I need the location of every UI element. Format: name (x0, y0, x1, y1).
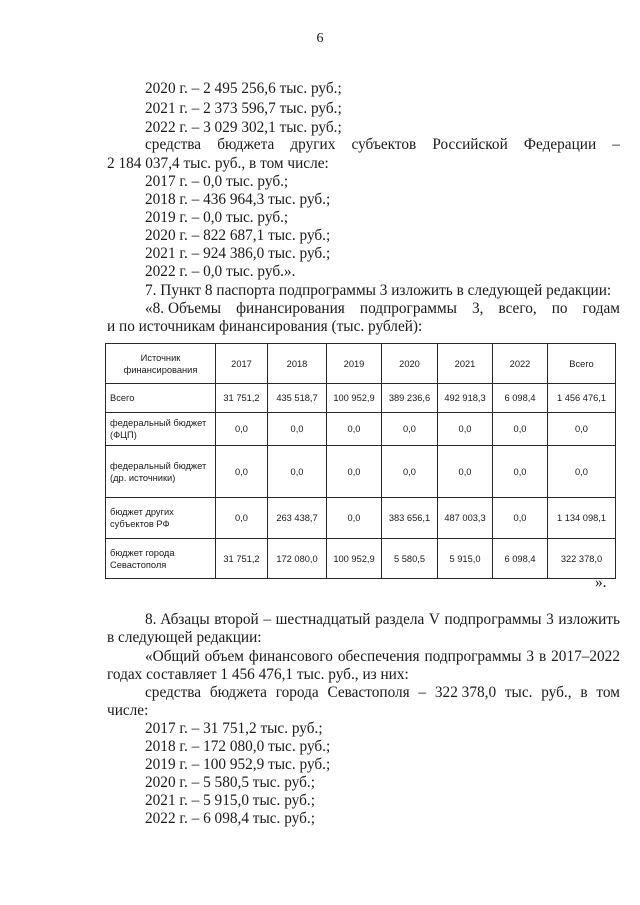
word: V (428, 611, 440, 628)
word: объем (204, 648, 244, 665)
word: 3 (526, 648, 535, 665)
item-7-quote-line (145, 300, 620, 317)
word: 3, (471, 300, 484, 317)
word: «Общий (145, 648, 200, 665)
header-total: Всего (548, 344, 616, 384)
word: города (275, 684, 319, 701)
item-8-heading (145, 611, 620, 628)
cell: 0,0 (268, 446, 327, 498)
cell: 0,0 (382, 413, 438, 446)
table-close-quote: ». (595, 574, 607, 591)
cell: 0,0 (493, 413, 548, 446)
cell: 100 952,9 (327, 384, 382, 413)
header-2018: 2018 (268, 344, 327, 384)
cell: 172 080,0 (268, 539, 327, 579)
text-line: 2021 г. – 924 386,0 тыс. руб.; (145, 245, 331, 262)
word: подпрограммы (424, 648, 522, 665)
text-line: 2021 г. – 5 915,0 тыс. руб.; (145, 792, 315, 809)
cell: 0,0 (268, 413, 327, 446)
word: подпрограммы (444, 611, 542, 628)
text-line: и по источникам финансирования (тыс. рублей): (107, 318, 423, 335)
word: годам (582, 300, 620, 317)
word: Севастополя (327, 684, 410, 701)
cell: 1 134 098,1 (548, 498, 616, 539)
text-line: 2018 г. – 172 080,0 тыс. руб.; (145, 738, 331, 755)
word: руб., (541, 684, 572, 701)
cell: 0,0 (493, 446, 548, 498)
word: в (580, 684, 588, 701)
page-number: 6 (316, 31, 324, 46)
table-row (106, 498, 616, 539)
word: субъектов (351, 136, 417, 153)
word: раздела (375, 611, 425, 628)
cell: 31 751,2 (216, 539, 268, 579)
word: финансового (248, 648, 333, 665)
word: других (290, 136, 336, 153)
cell: 322 378,0 (548, 539, 616, 579)
sevastopol-budget-line (145, 684, 620, 701)
text-line: 2020 г. – 5 580,5 тыс. руб.; (145, 774, 315, 791)
word: тыс. (504, 684, 533, 701)
word: подпрограммы (359, 300, 457, 317)
cell: 383 656,1 (382, 498, 438, 539)
text-line: 2022 г. – 6 098,4 тыс. руб.; (145, 810, 315, 827)
word: 322 378,0 (434, 684, 497, 701)
cell: 0,0 (327, 498, 382, 539)
word: 3 (546, 611, 554, 628)
header-2019: 2019 (327, 344, 382, 384)
table-row (106, 446, 616, 498)
word: финансирования (236, 300, 345, 317)
table-row (106, 384, 616, 413)
cell: 5 915,0 (438, 539, 493, 579)
cell: 100 952,9 (327, 539, 382, 579)
word: шестнадцатый (275, 611, 371, 628)
word: бюджета (209, 684, 267, 701)
word: средства (145, 136, 202, 153)
cell: 389 236,6 (382, 384, 438, 413)
text-line: 2021 г. – 2 373 596,7 тыс. руб.; (145, 100, 342, 117)
cell: 263 438,7 (268, 498, 327, 539)
word: бюджета (217, 136, 275, 153)
word: второй (214, 611, 259, 628)
cell: 6 098,4 (493, 384, 548, 413)
word: обеспечения (337, 648, 420, 665)
text-line: годах составляет 1 456 476,1 тыс. руб., из них: (107, 666, 409, 683)
cell: 0,0 (548, 413, 616, 446)
row-label: Всего (106, 384, 216, 413)
table-row (106, 539, 616, 579)
word: – (612, 136, 620, 153)
word: всего, (498, 300, 537, 317)
text-line: 2020 г. – 2 495 256,6 тыс. руб.; (145, 80, 342, 97)
text-line: 2022 г. – 3 029 302,1 тыс. руб.; (145, 119, 342, 136)
text-line: 2019 г. – 0,0 тыс. руб.; (145, 209, 289, 226)
header-2020: 2020 (382, 344, 438, 384)
cell: 0,0 (548, 446, 616, 498)
word: в (538, 648, 547, 665)
text-line: в следующей редакции: (107, 629, 262, 646)
cell: 0,0 (438, 413, 493, 446)
table-row (106, 413, 616, 446)
word: 2017–2022 (551, 648, 620, 665)
cell: 1 456 476,1 (548, 384, 616, 413)
header-source: Источник финансирования (106, 344, 216, 384)
header-2022: 2022 (493, 344, 548, 384)
regions-budget-line (145, 136, 620, 153)
row-label: бюджет других субъектов РФ (106, 498, 216, 539)
row-label: бюджет города Севастополя (106, 539, 216, 579)
text-line: числе: (107, 702, 149, 719)
header-2017: 2017 (216, 344, 268, 384)
row-label: федеральный бюджет (ФЦП) (106, 413, 216, 446)
quote-line (145, 648, 620, 665)
cell: 31 751,2 (216, 384, 268, 413)
text-line: 2018 г. – 436 964,3 тыс. руб.; (145, 191, 331, 208)
cell: 0,0 (493, 498, 548, 539)
word: том (596, 684, 620, 701)
cell: 487 003,3 (438, 498, 493, 539)
cell: 0,0 (216, 498, 268, 539)
word: изложить (558, 611, 620, 628)
cell: 0,0 (438, 446, 493, 498)
cell: 0,0 (216, 413, 268, 446)
cell: 435 518,7 (268, 384, 327, 413)
word: 8. Абзацы (145, 611, 210, 628)
cell: 5 580,5 (382, 539, 438, 579)
word: Российской (432, 136, 508, 153)
word: – (263, 611, 271, 628)
text-line: 2017 г. – 31 751,2 тыс. руб.; (145, 720, 323, 737)
text-line: 2017 г. – 0,0 тыс. руб.; (145, 173, 289, 190)
financing-table (105, 343, 615, 579)
word: – (418, 684, 427, 701)
header-2021: 2021 (438, 344, 493, 384)
text-line: 2022 г. – 0,0 тыс. руб.». (145, 263, 296, 280)
cell: 0,0 (382, 446, 438, 498)
word: средства (145, 684, 202, 701)
text-line: 2 184 037,4 тыс. руб., в том числе: (107, 155, 329, 172)
row-label: федеральный бюджет (др. источники) (106, 446, 216, 498)
word: по (551, 300, 568, 317)
item-7-heading: 7. Пункт 8 паспорта подпрограммы 3 изложить в следующей редакции: (145, 282, 612, 299)
word: Федерации (523, 136, 597, 153)
cell: 0,0 (327, 446, 382, 498)
word: «8. Объемы (145, 300, 222, 317)
table-header-row (106, 344, 616, 384)
cell: 6 098,4 (493, 539, 548, 579)
cell: 492 918,3 (438, 384, 493, 413)
cell: 0,0 (327, 413, 382, 446)
cell: 0,0 (216, 446, 268, 498)
text-line: 2019 г. – 100 952,9 тыс. руб.; (145, 756, 331, 773)
text-line: 2020 г. – 822 687,1 тыс. руб.; (145, 227, 331, 244)
